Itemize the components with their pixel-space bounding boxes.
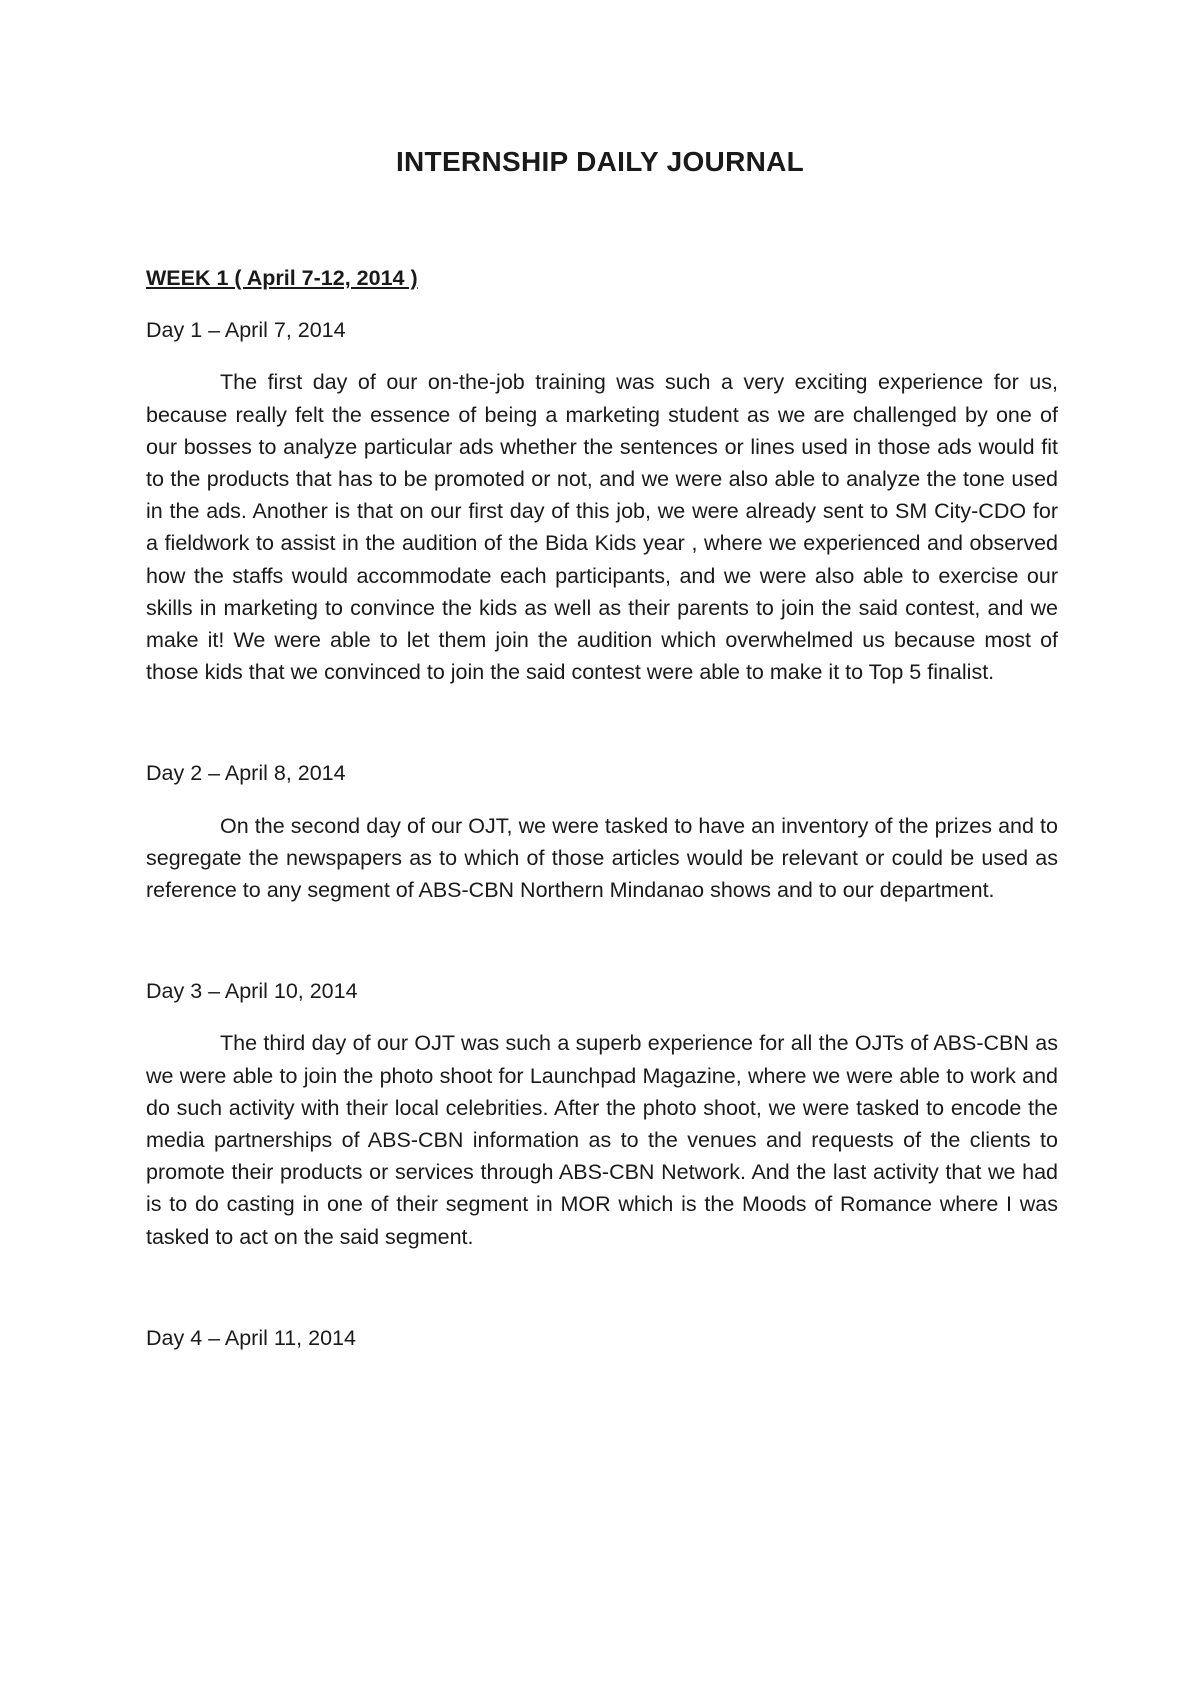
- day-heading: Day 3 – April 10, 2014: [146, 979, 358, 1004]
- day-heading: Day 1 – April 7, 2014: [146, 318, 346, 343]
- week-heading: WEEK 1 ( April 7-12, 2014 ): [146, 266, 418, 290]
- document-title: INTERNSHIP DAILY JOURNAL: [395, 146, 805, 177]
- day-body: The third day of our OJT was such a superb experience for all the OJTs of ABS-CBN as we were able to join the photo shoot for Launchpad Magazine, where we were able to work and do such activity with their local celebrities. After the photo shoot, we were tasked to encode the media partnerships of ABS-CBN information as to the venues and requests of the clients to promote their products or services through ABS-CBN Network. And the last activity that we had is to do casting in one of their segment in MOR which is the Moods of Romance where I was tasked to act on the said segment.: [146, 1031, 1058, 1249]
- day-heading: Day 2 – April 8, 2014: [146, 761, 346, 786]
- journal-content: [146, 262, 1058, 1374]
- day-body: On the second day of our OJT, we were tasked to have an inventory of the prizes and to segregate the newspapers as to which of those articles would be relevant or could be used as reference to any segment of ABS-CBN Northern Mindanao shows and to our department.: [146, 813, 1058, 903]
- day-entry-4: [146, 1322, 1058, 1354]
- day-heading: Day 4 – April 11, 2014: [146, 1325, 356, 1350]
- day-entry-3: [146, 975, 1058, 1253]
- day-entry-1: [146, 314, 1058, 688]
- day-entry-2: [146, 757, 1058, 906]
- day-body: The first day of our on-the-job training was such a very exciting experience for us, because really felt the essence of being a marketing student as we are challenged by one of our bosses to analyze particular ads whether the sentences or lines used in those ads would fit to the products that has to be promoted or not, and we were also able to analyze the tone used in the ads. Another is that on our first day of this job, we were already sent to SM City-CDO for a fieldwork to assist in the audition of the Bida Kids year , where we experienced and observed how the staffs would accommodate each participants, and we were also able to exercise our skills in marketing to convince the kids as well as their parents to join the said contest, and we make it! We were able to let them join the audition which overwhelmed us because most of those kids that we convinced to join the said contest were able to make it to Top 5 finalist.: [146, 370, 1058, 685]
